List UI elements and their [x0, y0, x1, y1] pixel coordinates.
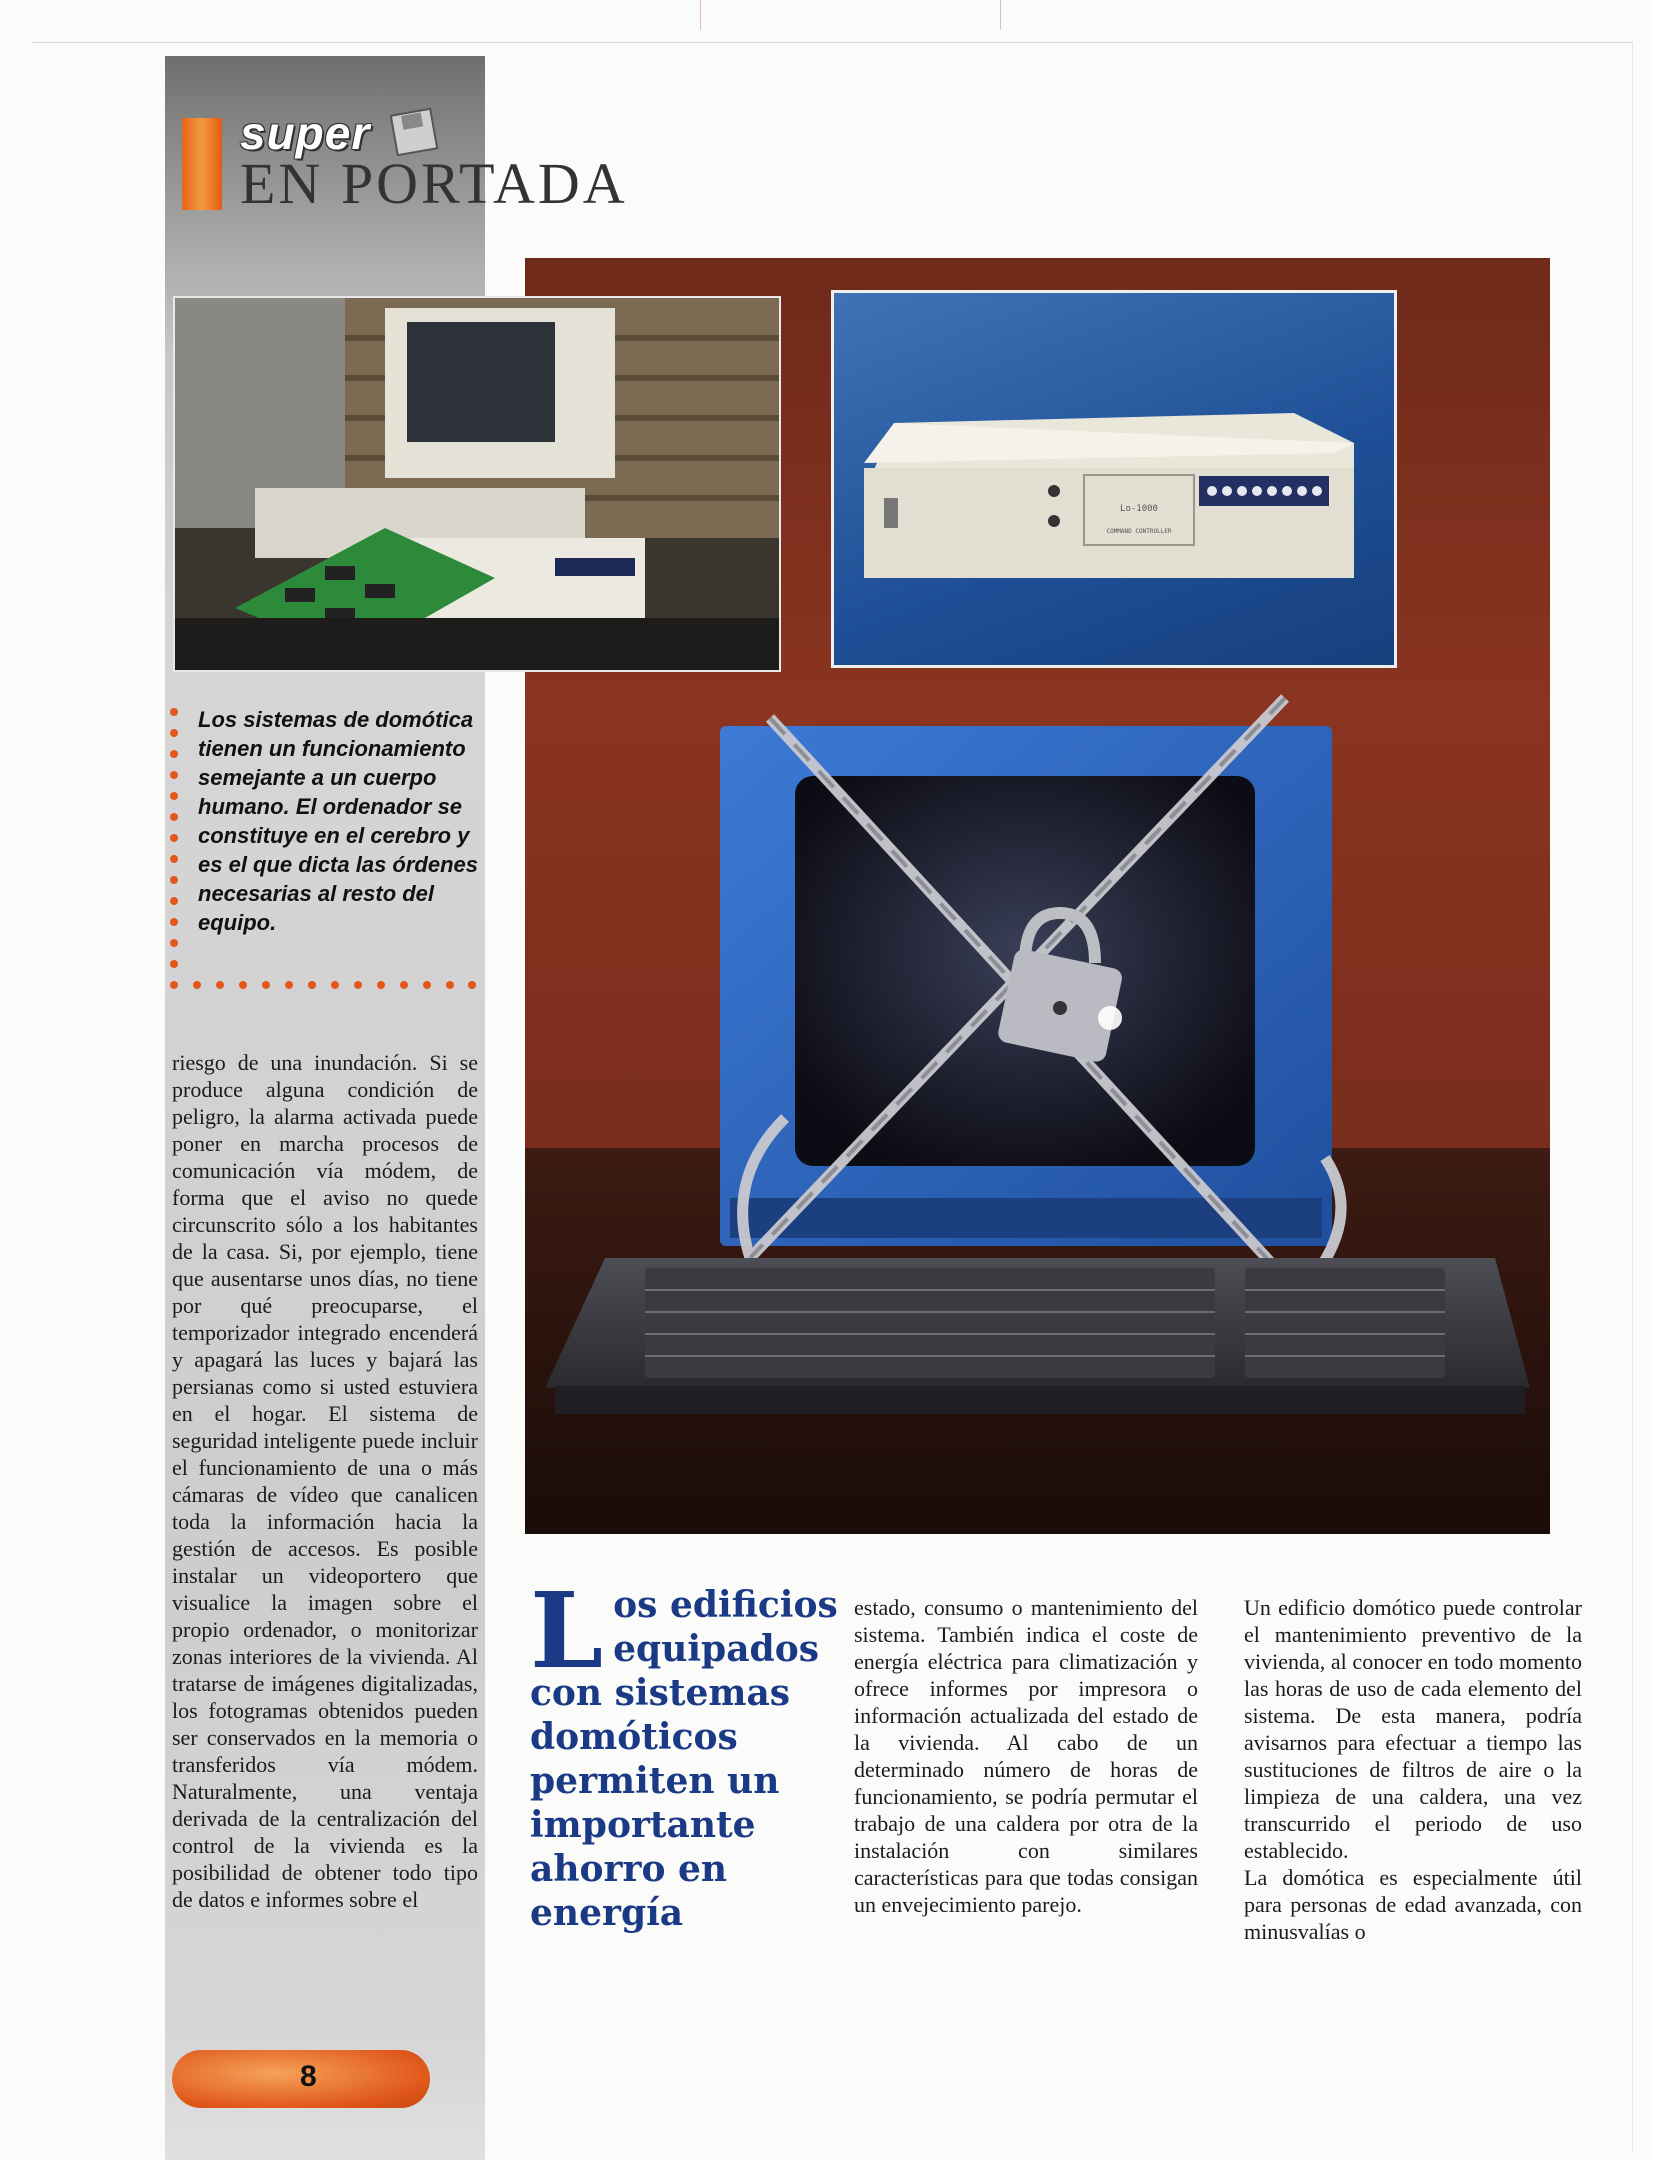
article-column-1: riesgo de una inundación. Si se produce alguna condición de peligro, la alarma activada puede poner en marcha procesos de comunicación vía módem, de forma que el aviso no quede circunscrito sólo a los habitantes de la casa. Si, por ejemplo, tiene que ausentarse unos días, no tiene por qué preocuparse, el temporizador integrado encenderá y apagará las luces y bajará las persianas como si usted estuviera en el hogar. El sistema de seguridad inteligente puede incluir el funcionamiento de una o más cámaras de vídeo que canalicen toda la información hacia la gestión de accesos. Es posible instalar un videoportero que visualice la imagen sobre el propio ordenador, o monitorizar zonas interiores de la vivienda. Al tratarse de imágenes digitalizadas, los fotogramas obtenidos pueden ser conservados en la memoria o transferidos vía módem. Naturalmente, una ventaja derivada de la centralización del control de la vivienda es la posibilidad de obtener todo tipo de datos e informes sobre el	[172, 1050, 478, 1912]
pc-circuit-photo	[173, 296, 781, 672]
floppy-disk-icon	[390, 106, 446, 156]
device-type-label: COMMAND CONTROLLER	[1106, 528, 1172, 535]
fold-mark	[700, 0, 701, 30]
pc-circuit-illustration	[175, 298, 779, 670]
article-column-4-paragraph: Un edificio domótico puede controlar el mantenimiento preventivo de la vivienda, al conocer en todo momento las horas de uso de cada elemento del sistema. De esta manera, podría avisarnos para efectuar a tiempo las sustituciones de filtros de aire o la limpieza de una caldera, una vez transcurrido el periodo de uso establecido.	[1244, 1595, 1582, 1863]
pull-quote-text: os edificios equipados con sistemas domóticos permiten un importante ahorro en energía	[530, 1584, 838, 1934]
caption-dot-border-vertical	[168, 706, 180, 976]
pull-quote	[530, 1569, 855, 1935]
article-column-4	[1244, 1594, 1582, 1945]
page-number: 8	[300, 2060, 317, 2093]
section-title: EN PORTADA	[240, 151, 628, 216]
super-logo: super	[240, 107, 371, 159]
pull-quote-drop-cap: L	[530, 1569, 604, 1692]
section-accent-bar	[182, 118, 222, 210]
device-model-label: Lo-1000	[1120, 504, 1158, 514]
caption-dot-border-horizontal	[168, 978, 478, 992]
controller-box-photo	[831, 290, 1397, 668]
article-column-4-paragraph: La domótica es especialmente útil para personas de edad avanzada, con minusvalías o	[1244, 1865, 1582, 1944]
fold-mark	[1000, 0, 1001, 30]
photo-caption: Los sistemas de domótica tienen un funcionamiento semejante a un cuerpo humano. El ordenador se constituye en el cerebro y es el que dicta las órdenes necesarias al resto del equipo.	[198, 707, 479, 935]
article-column-3: estado, consumo o mantenimiento del sistema. También indica el coste de energía eléctrica para climatización y ofrece informes por impresora o información actualizada del estado de la vivienda. Al cabo de un determinado número de horas de funcionamiento, se podría permutar el trabajo de una caldera por otra de la instalación con similares características para que todas consigan un envejecimiento parejo.	[854, 1595, 1198, 1917]
controller-box-illustration	[834, 293, 1394, 665]
